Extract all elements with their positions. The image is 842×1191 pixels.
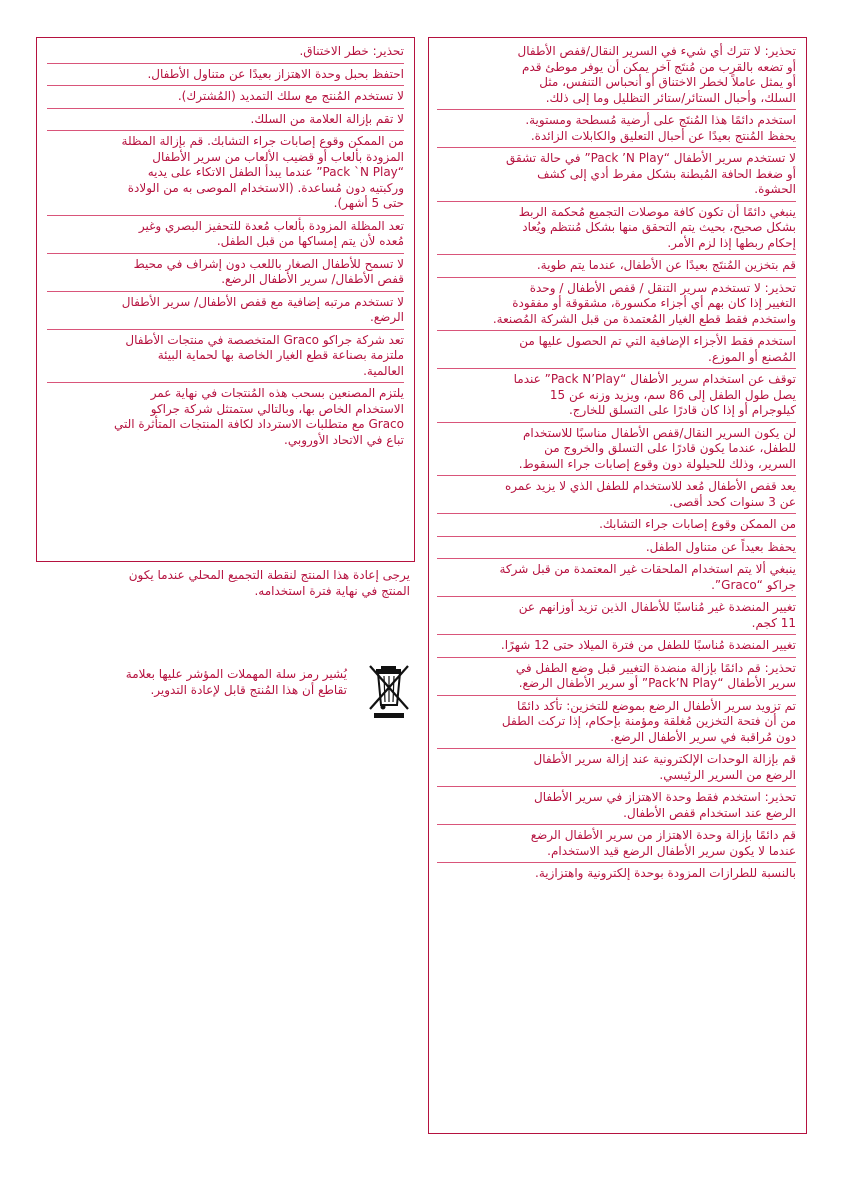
- warning-paragraph: [437, 862, 796, 882]
- warning-paragraph: [437, 254, 796, 274]
- warning-paragraph: [437, 475, 796, 510]
- warning-paragraph: [437, 657, 796, 692]
- warning-paragraph-line: استخدم فقط الأجزاء الإضافية التي تم الحصول عليها من: [519, 334, 796, 348]
- warning-paragraph-line: لا تسمح للأطفال الصغار باللعب دون إشراف في محيط: [133, 256, 404, 271]
- warning-paragraph-line: يحفظ المُنتج بعيدًا عن أحبال التعليق والكابلات الزائدة.: [530, 128, 796, 143]
- warning-paragraph-line: الرضع عند استخدام قفص الأطفال.: [623, 805, 796, 820]
- warning-paragraph-line: من الممكن وقوع إصابات جراء التشابك. قم بإزالة المظلة: [121, 134, 404, 148]
- warning-paragraph: [437, 147, 796, 198]
- warning-paragraph-line: تحذير: خطر الاختناق.: [299, 44, 404, 58]
- warning-paragraph-line: دون مُراقبة في سرير الأطفال الرضع.: [610, 729, 796, 744]
- warning-paragraph: [437, 558, 796, 593]
- warning-paragraph-line: المُصنع أو الموزع.: [708, 349, 796, 364]
- warning-paragraph-line: بشكل صحيح، بحيث يتم التحقق منها بشكل مُنتظم ويُعاد: [522, 220, 796, 234]
- warning-paragraph-line: احتفظ بحبل وحدة الاهتزاز بعيدًا عن متناول الأطفال.: [147, 66, 404, 81]
- warning-paragraph-line: تعد المظلة المزودة بألعاب مُعدة للتحفيز البصري وغير: [138, 218, 404, 233]
- warning-paragraph: [47, 63, 404, 83]
- warning-paragraph: [47, 253, 404, 288]
- warning-paragraph-line: لن يكون السرير النقال/قفص الأطفال مناسبًا للاستخدام: [522, 425, 796, 440]
- warning-paragraph-line: السلك، وأحبال الستائر/ستائر التظليل وما إلى ذلك.: [545, 90, 796, 105]
- warning-paragraph-line: لا تقم بإزالة العلامة من السلك.: [250, 111, 404, 126]
- warning-paragraph-line: إحكام ربطها إذا لزم الأمر.: [667, 235, 796, 250]
- warning-paragraph-line: استخدم دائمًا هذا المُنتَج على أرضية مُسطحة ومستوية.: [525, 113, 796, 127]
- warning-paragraph-line: التغيير إذا كان بهم أي أجزاء مكسورة، مشقوقة أو مفقودة: [512, 296, 796, 310]
- warning-paragraph-line: سرير الأطفال “Pack’N Play” أو سرير الأطفال الرضع.: [518, 676, 796, 690]
- warning-paragraph: [437, 368, 796, 419]
- warning-paragraph: [47, 329, 404, 380]
- warning-paragraph: [437, 422, 796, 473]
- warning-paragraph: [437, 536, 796, 556]
- warning-paragraph: [437, 596, 796, 631]
- warning-paragraph-line: للطفل، عندما يكون قادرًا على التسلق والخروج من: [544, 441, 796, 455]
- warning-paragraph-line: جراكو “Graco”.: [711, 577, 796, 592]
- return-note-paragraph: [40, 568, 410, 599]
- warning-paragraph-line: يصل طول الطفل إلى 86 سم، ويزيد وزنه عن 15: [549, 387, 796, 402]
- warning-paragraph-line: قم بتخزين المُنتَج بعيدًا عن الأطفال، عندما يتم طوية.: [536, 258, 796, 272]
- warning-paragraph-line: يلتزم المصنعين بسحب هذه المُنتجات في نهاية عمر: [150, 386, 404, 400]
- warning-paragraph: [437, 44, 796, 106]
- warning-paragraph-line: حتى 5 أشهر).: [333, 196, 404, 210]
- left-warnings-box: [36, 37, 415, 562]
- warning-paragraph: [437, 513, 796, 533]
- warning-paragraph-line: يحفظ بعيداً عن متناول الطفل.: [645, 539, 796, 554]
- recycling-symbol-section: [72, 663, 417, 723]
- warning-paragraph-line: مُعده لأن يتم إمساكها من قبل الطفل.: [216, 234, 404, 248]
- warning-paragraph-line: كيلوجرام أو إذا كان قادرًا على التسلق للخارج.: [568, 403, 796, 417]
- warning-paragraph-line: من الممكن وقوع إصابات جراء التشابك.: [599, 517, 796, 531]
- warning-paragraph-line: تحذير: قم دائمًا بإزالة منضدة التغيير قبل وضع الطفل في: [515, 660, 796, 675]
- warning-paragraph-line: لا تستخدم سرير الأطفال “Pack ’N Play” في حالة تشقق: [505, 151, 796, 165]
- warning-paragraph: [47, 130, 404, 212]
- warning-paragraph-line: تباع في الاتحاد الأوروبي.: [284, 432, 404, 447]
- warning-paragraph: [47, 44, 404, 60]
- warning-paragraph-line: المزودة بألعاب أو قضيب الألعاب من سرير الأطفال: [152, 149, 404, 164]
- warning-paragraph: [47, 108, 404, 128]
- return-note-paragraph-line: المنتج في نهاية فترة استخدامه.: [254, 583, 410, 598]
- warning-paragraph: [437, 330, 796, 365]
- warning-paragraph: [437, 748, 796, 783]
- warning-paragraph: [437, 277, 796, 328]
- warning-paragraph-line: بالنسبة للطرازات المزودة بوحدة إلكترونية واهتزازية.: [535, 866, 796, 880]
- warning-paragraph-line: الاستخدام الخاص بها، وبالتالي ستمتثل شركة جراكو: [150, 401, 404, 416]
- warning-paragraph-line: الرضع.: [369, 310, 404, 324]
- right-warnings-box: [428, 37, 807, 1134]
- warning-paragraph-line: واستخدم فقط قطع الغيار المُعتمدة من قبل الشركة المُصنعة.: [492, 311, 796, 326]
- warning-paragraph-line: العالمية.: [363, 363, 404, 378]
- warning-paragraph-line: أو يمثل عاملاً لخطر الاختناق أو أنحباس التنفس، مثل: [539, 75, 796, 89]
- warning-paragraph-line: 11 كجم.: [751, 615, 796, 630]
- warning-paragraph-line: السرير، وذلك للحيلولة دون وقوع إصابات جراء السقوط.: [518, 456, 796, 471]
- warning-paragraph-line: قم بإزالة الوحدات الإلكترونية عند إزالة سرير الأطفال: [533, 752, 796, 766]
- warning-paragraph-line: الحشوة.: [754, 182, 796, 196]
- warning-paragraph-line: تحذير: استخدم فقط وحدة الاهتزاز في سرير الأطفال: [534, 790, 796, 804]
- warning-paragraph-line: يعد قفص الأطفال مُعد للاستخدام للطفل الذي لا يزيد عمره: [504, 479, 796, 493]
- warning-paragraph-line: من أن فتحة التخزين مُغلقة ومؤمنة بإحكام، إذا تركت الطفل: [501, 714, 796, 728]
- warning-paragraph-line: تحذير: لا تترك أي شيء في السرير النقال/قفص الأطفال: [517, 44, 796, 58]
- warning-paragraph-line: ينبغي ألا يتم استخدام الملحقات غير المعتمدة من قبل شركة: [499, 562, 796, 576]
- warning-paragraph: [437, 824, 796, 859]
- warning-paragraph: [437, 695, 796, 746]
- warning-paragraph-line: تم تزويد سرير الأطفال الرضع بموضع للتخزين: تأكد دائمًا: [516, 698, 796, 713]
- warning-paragraph: [47, 215, 404, 250]
- recycling-text-line: يُشير رمز سلة المهملات المؤشر عليها بعلامة: [125, 667, 347, 681]
- warning-paragraph-line: قفص الأطفال/ سرير الأطفال الرضع.: [221, 272, 404, 286]
- warning-paragraph-line: لا تستخدم المُنتج مع سلك التمديد (المُشترك).: [177, 89, 404, 103]
- warning-paragraph-line: توقف عن استخدام سرير الأطفال “Pack N’Play” عندما: [513, 372, 796, 386]
- warning-paragraph-line: ملتزمة بصناعة قطع الغيار الخاصة بها لحماية البيئة: [157, 348, 404, 362]
- warning-paragraph: [437, 109, 796, 144]
- warning-paragraph: [47, 382, 404, 448]
- warning-paragraph-line: أو ضغط الحافة المُبطنة بشكل مفرط أدي إلى كشف: [537, 166, 796, 181]
- return-note-paragraph-line: يرجى إعادة هذا المنتج لنقطة التجميع المحلي عندما يكون: [128, 568, 410, 582]
- warning-paragraph-line: الرضع من السرير الرئيسي.: [659, 767, 796, 782]
- warning-paragraph: [437, 634, 796, 654]
- recycling-return-note: [40, 568, 410, 599]
- warning-paragraph: [437, 786, 796, 821]
- recycling-symbol-text: [72, 667, 347, 698]
- warning-paragraph-line: “Pack `N Play” عندما يبدأ الطفل الاتكاء على يديه: [147, 165, 404, 179]
- warning-paragraph-line: تعد شركة جراكو Graco المتخصصة في منتجات الأطفال: [125, 332, 404, 347]
- warning-paragraph-line: تغيير المنضدة مُناسبًا للطفل من فترة الميلاد حتى 12 شهرًا.: [500, 638, 796, 652]
- warning-paragraph: [47, 291, 404, 326]
- warning-paragraph-line: ينبغي دائمًا أن تكون كافة موصلات التجميع مُحكمة الربط: [518, 204, 796, 219]
- recycling-text-line: تقاطع أن هذا المُنتج قابل لإعادة التدوير.: [150, 682, 347, 697]
- warning-paragraph: [437, 201, 796, 252]
- warning-paragraph-line: لا تستخدم مرتبه إضافية مع قفص الأطفال/ سرير الأطفال: [121, 294, 404, 309]
- warning-paragraph-line: تغيير المنضدة غير مُناسبًا للأطفال الذين تزيد أوزانهم عن: [518, 600, 796, 614]
- warning-paragraph-line: وركبتيه دون مُساعدة. (الاستخدام الموصى به من الولادة: [127, 180, 404, 195]
- warning-paragraph-line: أو تضعه بالقرب من مُنتَج آخر يمكن أن يوفر موطئ قدم: [522, 59, 796, 74]
- warning-paragraph-line: تحذير: لا تستخدم سرير التنقل / قفص الأطفال / وحدة: [529, 280, 796, 295]
- warning-paragraph-line: عندما لا يكون سرير الأطفال الرضع قيد الاستخدام.: [547, 843, 796, 858]
- warning-paragraph-line: Graco مع متطلبات الاسترداد لكافة المنتجات المتأثرة التي: [113, 417, 404, 431]
- warning-paragraph-line: قم دائمًا بإزالة وحدة الاهتزاز من سرير الأطفال الرضع: [530, 828, 796, 842]
- warning-paragraph: [47, 85, 404, 105]
- crossed-out-wheelie-bin-icon: [367, 663, 411, 721]
- warning-paragraph-line: عن 3 سنوات كحد أقصى.: [669, 494, 796, 509]
